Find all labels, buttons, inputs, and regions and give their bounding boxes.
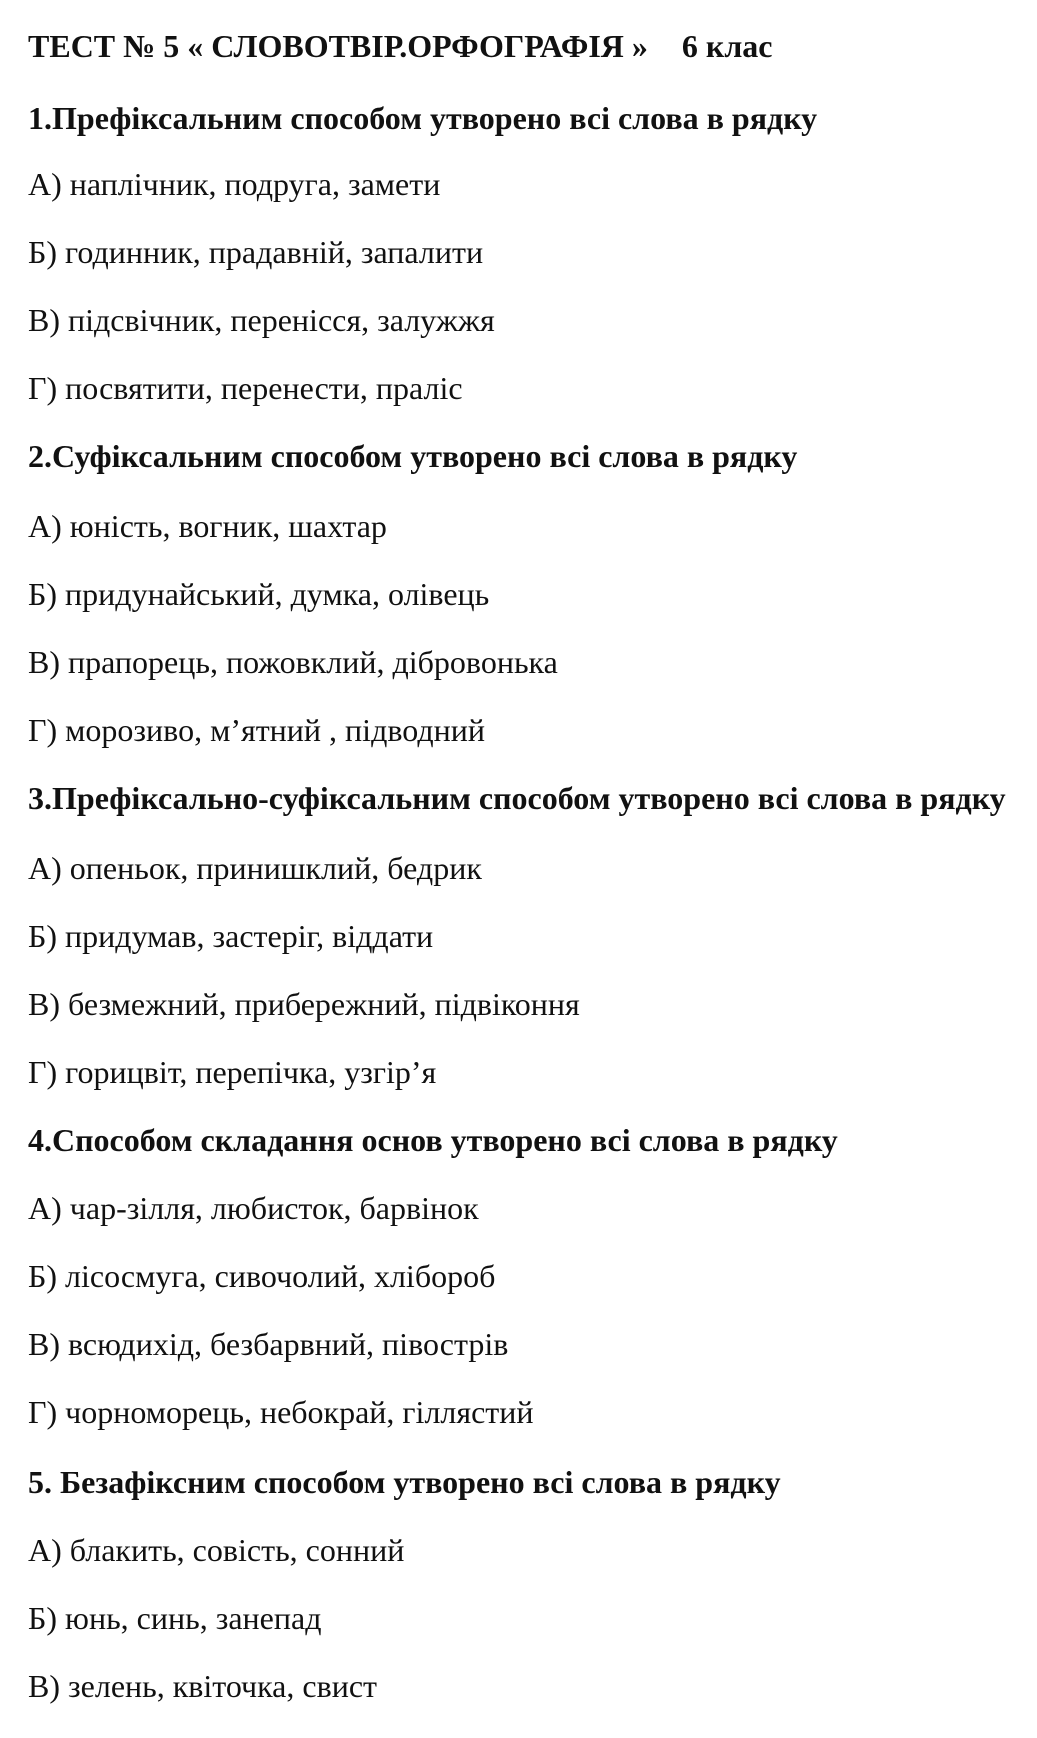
question-5-option-a: А) блакить, совість, сонний	[28, 1532, 405, 1568]
question-3-option-c: В) безмежний, прибережний, підвіконня	[28, 986, 580, 1022]
question-4-heading: 4.Способом складання основ утворено всі слова в рядку	[28, 1122, 838, 1158]
question-4-option-b: Б) лісосмуга, сивочолий, хлібороб	[28, 1258, 496, 1294]
question-3-option-b: Б) придумав, застеріг, віддати	[28, 918, 434, 954]
question-5-option-b: Б) юнь, синь, занепад	[28, 1600, 322, 1636]
question-1-option-b: Б) годинник, прадавній, запалити	[28, 234, 484, 270]
question-2-option-c: В) прапорець, пожовклий, дібровонька	[28, 644, 558, 680]
question-2-option-d: Г) морозиво, м’ятний , підводний	[28, 712, 485, 748]
question-3-heading: 3.Префіксально-суфіксальним способом утворено всі слова в рядку	[28, 780, 1006, 816]
grade-label: 6 клас	[681, 28, 773, 64]
question-1-option-d: Г) посвятити, перенести, праліс	[28, 370, 463, 406]
question-1-heading: 1.Префіксальним способом утворено всі слова в рядку	[28, 100, 818, 136]
question-3-option-d: Г) горицвіт, перепічка, узгір’я	[28, 1054, 437, 1090]
question-4-option-a: А) чар-зілля, любисток, барвінок	[28, 1190, 479, 1226]
question-1-option-c: В) підсвічник, перенісся, залужжя	[28, 302, 495, 338]
question-2-heading: 2.Суфіксальним способом утворено всі слова в рядку	[28, 438, 798, 474]
question-3-option-a: А) опеньок, принишклий, бедрик	[28, 850, 482, 886]
question-2-option-a: А) юність, вогник, шахтар	[28, 508, 387, 544]
question-4-option-c: В) всюдихід, безбарвний, півострів	[28, 1326, 509, 1362]
question-4-option-d: Г) чорноморець, небокрай, гіллястий	[28, 1394, 534, 1430]
question-5-option-c: В) зелень, квіточка, свист	[28, 1668, 377, 1704]
question-5-heading: 5. Безафіксним способом утворено всі слова в рядку	[28, 1464, 781, 1500]
question-2-option-b: Б) придунайський, думка, олівець	[28, 576, 490, 612]
page-title	[28, 26, 772, 66]
test-title: ТЕСТ № 5 « СЛОВОТВІР.ОРФОГРАФІЯ »	[28, 28, 648, 64]
question-1-option-a: А) наплічник, подруга, замети	[28, 166, 441, 202]
